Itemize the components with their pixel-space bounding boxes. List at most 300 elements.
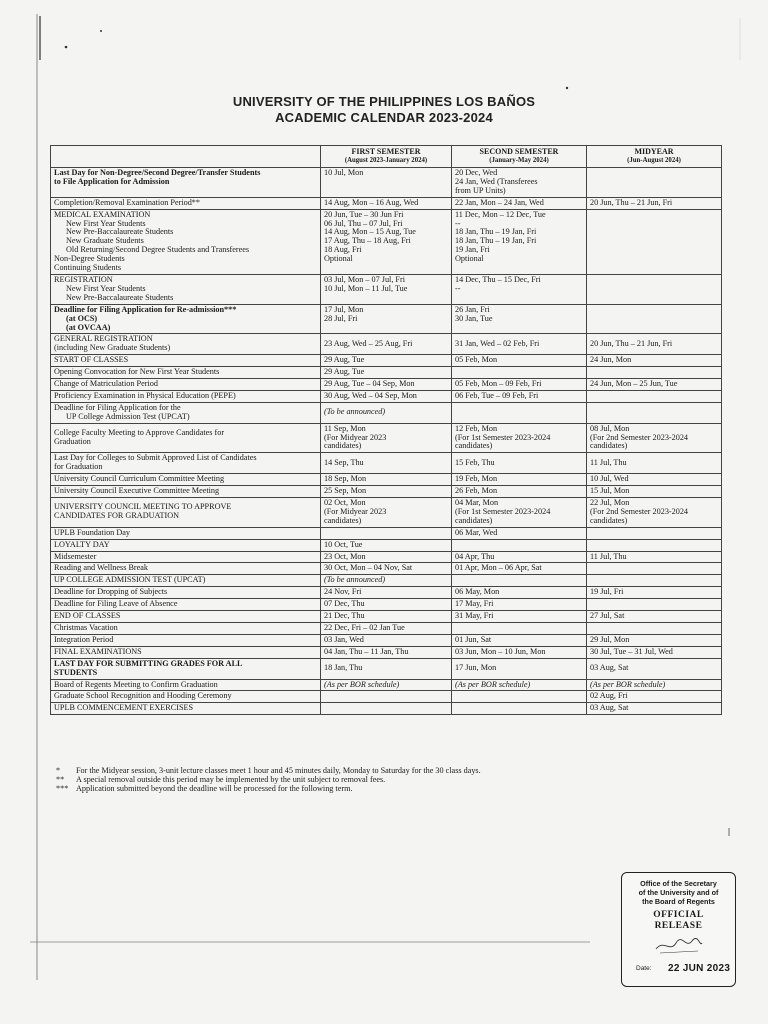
second-semester-cell bbox=[452, 355, 587, 367]
calendar-row bbox=[51, 563, 722, 575]
activity-cell bbox=[51, 274, 321, 304]
activity-cell-line: Graduate School Recognition and Hooding Ceremony bbox=[54, 691, 232, 701]
activity-cell-line: END OF CLASSES bbox=[54, 611, 121, 621]
calendar-row bbox=[51, 498, 722, 528]
calendar-row bbox=[51, 527, 722, 539]
first-semester-cell bbox=[321, 274, 452, 304]
first-semester-cell-line: 22 Dec, Fri – 02 Jan Tue bbox=[324, 622, 405, 632]
first-semester-cell bbox=[321, 611, 452, 623]
first-semester-cell-line: 07 Dec, Thu bbox=[324, 599, 365, 609]
activity-cell-line: New First Year Students bbox=[66, 283, 146, 293]
midyear-cell-line: 03 Aug, Sat bbox=[590, 703, 629, 713]
activity-cell-line: Last Day for Colleges to Submit Approved List of Candidates bbox=[54, 453, 257, 463]
first-semester-cell-line: 10 Jul, Mon bbox=[324, 168, 364, 177]
midyear-cell bbox=[587, 304, 722, 334]
first-semester-cell bbox=[321, 551, 452, 563]
second-semester-cell bbox=[452, 453, 587, 474]
first-semester-cell bbox=[321, 658, 452, 679]
calendar-row bbox=[51, 622, 722, 634]
signature-mark bbox=[654, 935, 704, 955]
second-semester-cell-line: 06 Mar, Wed bbox=[455, 527, 498, 537]
midyear-cell bbox=[587, 539, 722, 551]
first-semester-cell-line: 10 Oct, Tue bbox=[324, 539, 363, 549]
first-semester-cell bbox=[321, 679, 452, 691]
activity-cell bbox=[51, 334, 321, 355]
first-semester-header: FIRST SEMESTER (August 2023-January 2024) bbox=[321, 146, 452, 168]
midyear-cell bbox=[587, 634, 722, 646]
midyear-cell-line: 11 Jul, Thu bbox=[590, 551, 627, 561]
midyear-cell bbox=[587, 197, 722, 209]
activity-cell bbox=[51, 379, 321, 391]
activity-header bbox=[51, 146, 321, 168]
first-semester-cell-line: 30 Oct, Mon – 04 Nov, Sat bbox=[324, 563, 413, 573]
calendar-row bbox=[51, 209, 722, 274]
second-semester-cell bbox=[452, 197, 587, 209]
midyear-cell-line: 27 Jul, Sat bbox=[590, 611, 625, 621]
activity-cell-line: Graduation bbox=[54, 437, 91, 447]
second-semester-cell-line: 12 Feb, Mon bbox=[455, 423, 498, 433]
second-semester-cell bbox=[452, 622, 587, 634]
first-semester-cell bbox=[321, 703, 452, 715]
activity-cell-line: to File Application for Admission bbox=[54, 176, 170, 186]
activity-cell-line: Deadline for Filing Leave of Absence bbox=[54, 599, 178, 609]
first-semester-cell-line: 25 Sep, Mon bbox=[324, 486, 367, 496]
first-semester-cell bbox=[321, 367, 452, 379]
activity-cell bbox=[51, 691, 321, 703]
activity-cell-line: CANDIDATES FOR GRADUATION bbox=[54, 511, 180, 521]
first-semester-cell bbox=[321, 334, 452, 355]
calendar-row bbox=[51, 691, 722, 703]
academic-calendar-table bbox=[50, 145, 722, 715]
midyear-cell bbox=[587, 367, 722, 379]
second-semester-cell bbox=[452, 679, 587, 691]
midyear-cell-line: 02 Aug, Fri bbox=[590, 691, 628, 701]
activity-cell-line: New First Year Students bbox=[66, 218, 146, 228]
first-semester-cell bbox=[321, 390, 452, 402]
second-semester-cell bbox=[452, 304, 587, 334]
calendar-row bbox=[51, 402, 722, 423]
first-semester-cell-line: 10 Jul, Mon – 11 Jul, Tue bbox=[324, 283, 408, 293]
second-semester-cell-line: 04 Apr, Thu bbox=[455, 551, 495, 561]
first-semester-cell bbox=[321, 355, 452, 367]
activity-cell-line: (including New Graduate Students) bbox=[54, 343, 171, 353]
calendar-row bbox=[51, 197, 722, 209]
first-semester-cell-line: (As per BOR schedule) bbox=[324, 679, 400, 689]
first-semester-cell bbox=[321, 453, 452, 474]
activity-cell-line: Continuing Students bbox=[54, 263, 122, 273]
second-semester-cell bbox=[452, 563, 587, 575]
first-semester-cell-line: 18 Aug, Fri bbox=[324, 245, 362, 255]
calendar-row bbox=[51, 274, 722, 304]
first-semester-cell-line: 30 Aug, Wed – 04 Sep, Mon bbox=[324, 390, 417, 400]
first-semester-cell-line: 14 Sep, Thu bbox=[324, 457, 364, 467]
midyear-cell-line: (As per BOR schedule) bbox=[590, 679, 666, 689]
activity-cell-line: MEDICAL EXAMINATION bbox=[54, 209, 151, 219]
footnote: ** A special removal outside this period may be implemented by the unit subject to removal fees. bbox=[56, 775, 386, 784]
second-semester-cell-line: 03 Jun, Mon – 10 Jun, Mon bbox=[455, 646, 546, 656]
calendar-body bbox=[51, 168, 722, 715]
first-semester-cell bbox=[321, 304, 452, 334]
activity-cell bbox=[51, 587, 321, 599]
first-semester-cell-line: candidates) bbox=[324, 441, 362, 451]
activity-cell bbox=[51, 402, 321, 423]
activity-cell bbox=[51, 622, 321, 634]
activity-cell-line: Midsemester bbox=[54, 551, 97, 561]
second-semester-header: SECOND SEMESTER (January-May 2024) bbox=[452, 146, 587, 168]
midyear-cell-line: 24 Jun, Mon bbox=[590, 355, 632, 365]
second-semester-cell bbox=[452, 274, 587, 304]
midyear-cell-line: 30 Jul, Tue – 31 Jul, Wed bbox=[590, 646, 673, 656]
activity-cell bbox=[51, 474, 321, 486]
midyear-header: MIDYEAR (Jun-August 2024) bbox=[587, 146, 722, 168]
midyear-cell bbox=[587, 355, 722, 367]
second-semester-cell bbox=[452, 587, 587, 599]
first-semester-cell bbox=[321, 539, 452, 551]
first-semester-cell bbox=[321, 646, 452, 658]
activity-cell-line: UNIVERSITY COUNCIL MEETING TO APPROVE bbox=[54, 502, 232, 512]
calendar-row bbox=[51, 658, 722, 679]
activity-cell-line: University Council Curriculum Committee Meeting bbox=[54, 474, 225, 484]
activity-cell-line: UP College Admission Test (UPCAT) bbox=[66, 411, 190, 421]
first-semester-cell-line: 11 Sep, Mon bbox=[324, 423, 366, 433]
first-semester-cell bbox=[321, 486, 452, 498]
midyear-cell bbox=[587, 599, 722, 611]
first-semester-cell-line: (To be announced) bbox=[324, 407, 386, 417]
second-semester-cell bbox=[452, 539, 587, 551]
activity-cell bbox=[51, 703, 321, 715]
second-semester-cell bbox=[452, 168, 587, 198]
activity-cell bbox=[51, 486, 321, 498]
activity-cell-line: Deadline for Dropping of Subjects bbox=[54, 587, 168, 597]
midyear-cell bbox=[587, 646, 722, 658]
second-semester-cell-line: (For 1st Semester 2023-2024 bbox=[455, 506, 551, 516]
activity-cell-line: START OF CLASSES bbox=[54, 355, 129, 365]
second-semester-cell bbox=[452, 599, 587, 611]
second-semester-cell-line: 30 Jan, Tue bbox=[455, 313, 493, 323]
calendar-row bbox=[51, 646, 722, 658]
activity-cell bbox=[51, 453, 321, 474]
first-semester-cell bbox=[321, 691, 452, 703]
activity-cell bbox=[51, 304, 321, 334]
first-semester-cell bbox=[321, 209, 452, 274]
midyear-cell bbox=[587, 379, 722, 391]
first-semester-cell-line: 21 Dec, Thu bbox=[324, 611, 365, 621]
activity-cell bbox=[51, 539, 321, 551]
first-semester-cell bbox=[321, 622, 452, 634]
midyear-cell bbox=[587, 453, 722, 474]
first-semester-cell-line: 20 Jun, Tue – 30 Jun Fri bbox=[324, 209, 404, 219]
calendar-row bbox=[51, 474, 722, 486]
first-semester-cell-line: (For Midyear 2023 bbox=[324, 506, 387, 516]
activity-cell-line: UPLB Foundation Day bbox=[54, 527, 130, 537]
second-semester-cell-line: 18 Jan, Thu – 19 Jan, Fri bbox=[455, 236, 537, 246]
second-semester-cell bbox=[452, 402, 587, 423]
midyear-cell bbox=[587, 423, 722, 453]
second-semester-cell bbox=[452, 551, 587, 563]
calendar-row bbox=[51, 703, 722, 715]
activity-cell bbox=[51, 168, 321, 198]
activity-cell-line: Completion/Removal Examination Period** bbox=[54, 197, 200, 207]
footnote: * For the Midyear session, 3-unit lecture classes meet 1 hour and 45 minutes daily, Monday to Saturday for the 30 class days. bbox=[56, 766, 481, 775]
activity-cell bbox=[51, 658, 321, 679]
first-semester-cell-line: Optional bbox=[324, 254, 353, 264]
midyear-cell bbox=[587, 703, 722, 715]
activity-cell-line: University Council Executive Committee Meeting bbox=[54, 486, 220, 496]
activity-cell bbox=[51, 390, 321, 402]
first-semester-cell bbox=[321, 575, 452, 587]
activity-cell-line: Christmas Vacation bbox=[54, 622, 118, 632]
midyear-cell bbox=[587, 622, 722, 634]
calendar-row bbox=[51, 551, 722, 563]
first-semester-cell-line: 23 Oct, Mon bbox=[324, 551, 366, 561]
calendar-row bbox=[51, 304, 722, 334]
midyear-cell-line: 22 Jul, Mon bbox=[590, 498, 630, 507]
first-semester-cell bbox=[321, 634, 452, 646]
calendar-row bbox=[51, 390, 722, 402]
midyear-cell-line: candidates) bbox=[590, 441, 628, 451]
midyear-cell bbox=[587, 486, 722, 498]
midyear-cell bbox=[587, 563, 722, 575]
stamp-date-value: 22 JUN 2023 bbox=[668, 963, 731, 974]
first-semester-cell-line: 18 Sep, Mon bbox=[324, 474, 367, 484]
first-semester-cell bbox=[321, 402, 452, 423]
first-semester-cell bbox=[321, 379, 452, 391]
midyear-cell bbox=[587, 274, 722, 304]
first-semester-cell-line: 28 Jul, Fri bbox=[324, 313, 358, 323]
midyear-cell bbox=[587, 209, 722, 274]
calendar-row bbox=[51, 486, 722, 498]
second-semester-cell-line: 31 Jan, Wed – 02 Feb, Fri bbox=[455, 338, 540, 348]
second-semester-cell-line: 15 Feb, Thu bbox=[455, 457, 495, 467]
first-semester-cell-line: 17 Aug, Thu – 18 Aug, Fri bbox=[324, 236, 411, 246]
activity-cell bbox=[51, 355, 321, 367]
activity-cell-line: Reading and Wellness Break bbox=[54, 563, 149, 573]
activity-cell-line: UP COLLEGE ADMISSION TEST (UPCAT) bbox=[54, 575, 206, 585]
midyear-cell bbox=[587, 658, 722, 679]
activity-cell-line: New Pre-Baccalaureate Students bbox=[66, 227, 174, 237]
first-semester-cell-line: 14 Aug, Mon – 15 Aug, Tue bbox=[324, 227, 416, 237]
calendar-row bbox=[51, 168, 722, 198]
second-semester-cell bbox=[452, 379, 587, 391]
calendar-title: ACADEMIC CALENDAR 2023-2024 bbox=[275, 110, 493, 125]
footnote: *** Application submitted beyond the deadline will be processed for the following term. bbox=[56, 784, 353, 793]
activity-cell-line: LAST DAY FOR SUBMITTING GRADES FOR ALL bbox=[54, 658, 243, 668]
first-semester-cell-line: 04 Jan, Thu – 11 Jan, Thu bbox=[324, 646, 409, 656]
first-semester-cell bbox=[321, 599, 452, 611]
midyear-cell-line: 20 Jun, Thu – 21 Jun, Fri bbox=[590, 338, 673, 348]
activity-cell-line: New Pre-Baccalaureate Students bbox=[66, 292, 174, 302]
activity-cell-line: Old Returning/Second Degree Students and Transferees bbox=[66, 245, 250, 255]
calendar-row bbox=[51, 575, 722, 587]
second-semester-cell-line: 31 May, Fri bbox=[455, 611, 494, 621]
first-semester-cell-line: 23 Aug, Wed – 25 Aug, Fri bbox=[324, 338, 413, 348]
midyear-cell bbox=[587, 474, 722, 486]
activity-cell bbox=[51, 634, 321, 646]
midyear-cell-line: 15 Jul, Mon bbox=[590, 486, 630, 496]
calendar-row bbox=[51, 334, 722, 355]
calendar-row bbox=[51, 679, 722, 691]
calendar-row bbox=[51, 367, 722, 379]
first-semester-cell-line: 17 Jul, Mon bbox=[324, 304, 364, 314]
second-semester-cell bbox=[452, 691, 587, 703]
midyear-cell-line: 20 Jun, Thu – 21 Jun, Fri bbox=[590, 197, 673, 207]
activity-cell-line: College Faculty Meeting to Approve Candidates for bbox=[54, 428, 225, 438]
activity-cell bbox=[51, 423, 321, 453]
midyear-cell-line: 19 Jul, Fri bbox=[590, 587, 624, 597]
second-semester-cell-line: 24 Jan, Wed (Transferees bbox=[455, 176, 538, 186]
second-semester-cell bbox=[452, 611, 587, 623]
midyear-cell bbox=[587, 390, 722, 402]
activity-cell-line: REGISTRATION bbox=[54, 274, 113, 284]
activity-cell-line: (at OVCAA) bbox=[66, 322, 111, 332]
first-semester-cell-line: 03 Jul, Mon – 07 Jul, Fri bbox=[324, 274, 405, 284]
activity-cell-line: GENERAL REGISTRATION bbox=[54, 334, 153, 344]
midyear-cell bbox=[587, 551, 722, 563]
activity-cell-line: Board of Regents Meeting to Confirm Graduation bbox=[54, 679, 218, 689]
second-semester-cell bbox=[452, 658, 587, 679]
first-semester-cell-line: 29 Aug, Tue – 04 Sep, Mon bbox=[324, 379, 415, 389]
activity-cell-line: UPLB COMMENCEMENT EXERCISES bbox=[54, 703, 194, 713]
second-semester-cell-line: (For 1st Semester 2023-2024 bbox=[455, 432, 551, 442]
midyear-cell bbox=[587, 679, 722, 691]
second-semester-cell-line: 06 Feb, Tue – 09 Feb, Fri bbox=[455, 390, 539, 400]
activity-cell bbox=[51, 646, 321, 658]
activity-cell-line: (at OCS) bbox=[66, 313, 98, 323]
midyear-cell-line: 24 Jun, Mon – 25 Jun, Tue bbox=[590, 379, 678, 389]
activity-cell bbox=[51, 575, 321, 587]
second-semester-cell bbox=[452, 575, 587, 587]
activity-cell-line: Deadline for Filing Application for Re-admission*** bbox=[54, 304, 237, 314]
second-semester-cell bbox=[452, 423, 587, 453]
activity-cell bbox=[51, 527, 321, 539]
first-semester-cell-line: (For Midyear 2023 bbox=[324, 432, 387, 442]
midyear-cell-line: (For 2nd Semester 2023-2024 bbox=[590, 432, 689, 442]
midyear-cell-line: 29 Jul, Mon bbox=[590, 634, 630, 644]
activity-cell-line: Change of Matriculation Period bbox=[54, 379, 158, 389]
first-semester-cell-line: (To be announced) bbox=[324, 575, 386, 585]
midyear-cell bbox=[587, 691, 722, 703]
activity-cell-line: Opening Convocation for New First Year Students bbox=[54, 367, 220, 377]
activity-cell bbox=[51, 551, 321, 563]
second-semester-cell-line: 04 Mar, Mon bbox=[455, 498, 499, 507]
midyear-cell bbox=[587, 498, 722, 528]
second-semester-cell-line: (As per BOR schedule) bbox=[455, 679, 531, 689]
second-semester-cell-line: 05 Feb, Mon bbox=[455, 355, 498, 365]
midyear-cell bbox=[587, 334, 722, 355]
first-semester-cell-line: 02 Oct, Mon bbox=[324, 498, 366, 507]
stamp-release: OFFICIAL RELEASE bbox=[653, 910, 704, 931]
first-semester-cell bbox=[321, 474, 452, 486]
first-semester-cell-line: candidates) bbox=[324, 515, 362, 525]
first-semester-cell bbox=[321, 563, 452, 575]
second-semester-cell bbox=[452, 527, 587, 539]
first-semester-cell bbox=[321, 423, 452, 453]
second-semester-cell bbox=[452, 334, 587, 355]
activity-cell bbox=[51, 599, 321, 611]
midyear-cell bbox=[587, 611, 722, 623]
first-semester-cell-line: 18 Jan, Thu bbox=[324, 663, 363, 673]
table-header-row bbox=[51, 146, 722, 168]
stamp-date-label: Date: bbox=[636, 965, 652, 972]
activity-cell-line: Non-Degree Students bbox=[54, 254, 125, 264]
calendar-row bbox=[51, 539, 722, 551]
second-semester-cell-line: 14 Dec, Thu – 15 Dec, Fri bbox=[455, 274, 541, 284]
activity-cell bbox=[51, 498, 321, 528]
first-semester-cell bbox=[321, 527, 452, 539]
activity-cell-line: Proficiency Examination in Physical Education (PEPE) bbox=[54, 390, 236, 400]
second-semester-cell-line: candidates) bbox=[455, 515, 493, 525]
second-semester-cell-line: 19 Jan, Fri bbox=[455, 245, 490, 255]
calendar-row bbox=[51, 634, 722, 646]
activity-cell bbox=[51, 197, 321, 209]
midyear-cell-line: 11 Jul, Thu bbox=[590, 457, 627, 467]
activity-cell bbox=[51, 563, 321, 575]
second-semester-cell bbox=[452, 646, 587, 658]
university-title: UNIVERSITY OF THE PHILIPPINES LOS BAÑOS bbox=[232, 94, 536, 109]
second-semester-cell-line: 19 Feb, Mon bbox=[455, 474, 498, 484]
midyear-cell-line: (For 2nd Semester 2023-2024 bbox=[590, 506, 689, 516]
second-semester-cell-line: 01 Apr, Mon – 06 Apr, Sat bbox=[455, 563, 542, 573]
first-semester-cell-line: 06 Jul, Thu – 07 Jul, Fri bbox=[324, 218, 403, 228]
second-semester-cell-line: 26 Jan, Fri bbox=[455, 304, 490, 314]
calendar-row bbox=[51, 423, 722, 453]
midyear-cell-line: candidates) bbox=[590, 515, 628, 525]
second-semester-cell bbox=[452, 367, 587, 379]
second-semester-cell-line: 11 Dec, Mon – 12 Dec, Tue bbox=[455, 209, 546, 219]
second-semester-cell bbox=[452, 634, 587, 646]
first-semester-cell bbox=[321, 498, 452, 528]
calendar-row bbox=[51, 587, 722, 599]
activity-cell bbox=[51, 611, 321, 623]
second-semester-cell-line: 01 Jun, Sat bbox=[455, 634, 492, 644]
midyear-cell bbox=[587, 587, 722, 599]
midyear-cell-line: 03 Aug, Sat bbox=[590, 663, 629, 673]
second-semester-cell-line: Optional bbox=[455, 254, 484, 264]
activity-cell-line: Integration Period bbox=[54, 634, 114, 644]
activity-cell-line: Last Day for Non-Degree/Second Degree/Transfer Students bbox=[54, 168, 261, 177]
first-semester-cell-line: 03 Jan, Wed bbox=[324, 634, 364, 644]
activity-cell-line: FINAL EXAMINATIONS bbox=[54, 646, 142, 656]
midyear-cell bbox=[587, 402, 722, 423]
second-semester-cell bbox=[452, 209, 587, 274]
activity-cell bbox=[51, 209, 321, 274]
activity-cell-line: STUDENTS bbox=[54, 667, 98, 677]
calendar-row bbox=[51, 355, 722, 367]
footnotes bbox=[56, 766, 481, 793]
calendar-row bbox=[51, 379, 722, 391]
first-semester-cell bbox=[321, 168, 452, 198]
first-semester-cell-line: 29 Aug, Tue bbox=[324, 367, 365, 377]
activity-cell-line: for Graduation bbox=[54, 462, 103, 472]
calendar-row bbox=[51, 453, 722, 474]
second-semester-cell-line: 05 Feb, Mon – 09 Feb, Fri bbox=[455, 379, 542, 389]
second-semester-cell bbox=[452, 498, 587, 528]
activity-cell-line: Deadline for Filing Application for the bbox=[54, 402, 181, 412]
second-semester-cell-line: from UP Units) bbox=[455, 185, 506, 195]
activity-cell-line: New Graduate Students bbox=[66, 236, 144, 246]
second-semester-cell-line: candidates) bbox=[455, 441, 493, 451]
stamp-office: Office of the Secretary of the University and of the Board of Regents bbox=[638, 879, 719, 906]
activity-cell bbox=[51, 367, 321, 379]
official-release-stamp bbox=[621, 872, 736, 987]
second-semester-cell bbox=[452, 474, 587, 486]
second-semester-cell-line: -- bbox=[455, 218, 461, 228]
midyear-cell bbox=[587, 575, 722, 587]
activity-cell bbox=[51, 679, 321, 691]
second-semester-cell-line: 17 Jun, Mon bbox=[455, 663, 497, 673]
first-semester-cell bbox=[321, 587, 452, 599]
first-semester-cell-line: 24 Nov, Fri bbox=[324, 587, 362, 597]
